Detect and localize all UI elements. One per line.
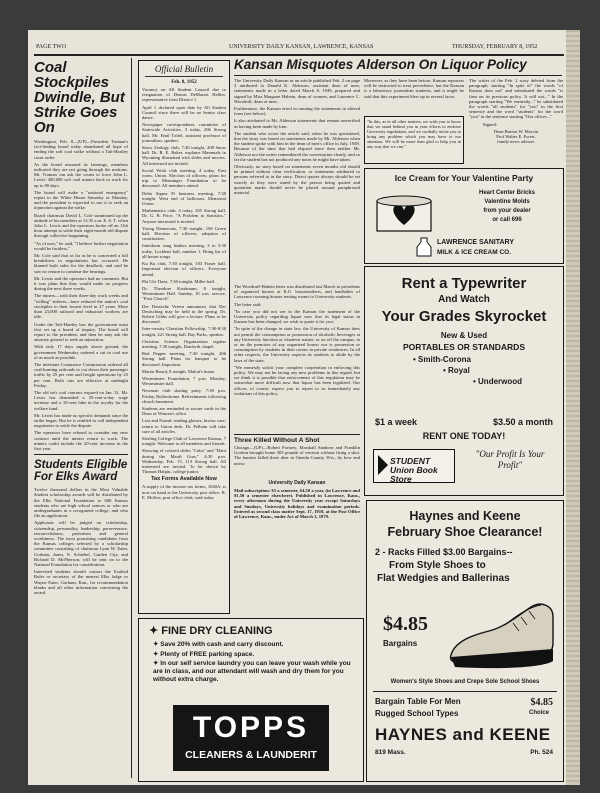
haynes-school: Women's Style Shoes and Crepe Sole School Shoes	[390, 679, 540, 685]
ice-cream-line: Valentine Molds	[484, 199, 530, 205]
paper-name: UNIVERSITY DAILY KANSAN, LAWRENCE, KANSAS	[229, 44, 374, 50]
wedge-shoe-icon	[445, 597, 559, 673]
haynes-ad	[366, 500, 564, 782]
topps-logo	[173, 705, 329, 771]
haynes-address: 819 Mass.	[375, 749, 406, 756]
column-rule	[131, 58, 132, 778]
haynes-racks: 2 - Racks Filled $3.00 Bargains--	[375, 547, 513, 557]
alderson-col-1	[234, 78, 360, 283]
coal-para: Mr. Lewis has made no specific demands since the strike began. But he is entitled to call independent negotiators to settle the dispute.	[34, 412, 128, 429]
brand-item: • Underwood	[473, 377, 523, 386]
issue-date: THURSDAY, FEBRUARY 8, 1952	[452, 44, 538, 50]
milk-bottle-icon	[415, 237, 433, 257]
banner-rule	[234, 75, 562, 76]
bulletin-item: Young Democrats, 7:30 tonight, 106 Green hall. Election of officers; adoption of constitution.	[142, 225, 226, 242]
cleaning-line: ✦ In our self service laundry you can leave your wash while you are in class, and our attendant will wash and dry them for you without extra charge.	[153, 660, 351, 683]
bulletin-items	[139, 87, 229, 500]
ice-cream-line: or call 696	[492, 217, 522, 223]
bulletin-item: Dr. Theodore Kaufmann, 8 tonight, Westminster Hall. Sunday, 10 a.m. service, "First Church".	[142, 285, 226, 302]
alderson-para: The Woodruff-Habein letter was distributed last March to presidents of organized houses at K.U. housemothers, and landladies of Lawrence rooming houses renting rooms to University students.	[234, 284, 360, 300]
cleaning-ad	[138, 618, 364, 782]
signer: Dean Burton W. Marvin	[493, 128, 539, 134]
store-logo	[373, 449, 455, 483]
bulletin-item: Newspaper correspondents committee of Statewide Activities, 3 today, 206 Strong hall. Mr. Emil Tofiel, assistant professor of journalism, speaker.	[142, 122, 226, 143]
coal-para: The board will make a "national emergency" report to the White House Saturday or Monday, and the president is expected to use it to seek an injunction against the strike.	[34, 189, 128, 211]
bulletin-item: Newman club skating party, 7:30 p.m. Friday, Rollerdrome. Refreshments following church basement.	[142, 388, 226, 404]
typewriter-line-2: And Watch	[438, 294, 490, 305]
pull-quote: "In this, as in all other matters, we wish you to know that we stand behind you in your efforts to endorse University regulations, and we cordially invite you to bring any problem which you may have to our attention. We will be more than glad to help you in any way that we can."	[367, 119, 461, 149]
three-killed-story	[234, 437, 360, 475]
coal-para: As the board resumed its hearings, members indicated they are not going through the motions. Mr. Truman can ask the courts to force John L. Lewis' 400,000 soft coal miners back to work for up to 80 days.	[34, 161, 128, 188]
coal-para: Board chairman David L. Cole summoned up the attitude of his members at 11:35 a.m. E. S. T. when John L. Lewis and the operators broke off an 11th hour attempt to settle their eight-month-old dispute through collective bargaining.	[34, 212, 128, 239]
masthead-rule	[34, 54, 564, 56]
cleaning-title-text: FINE DRY CLEANING	[161, 625, 273, 637]
tax-forms-text: A supply of the income tax forms, 1040A, is now on hand at the University post office. R. E. McKee, post office clerk, said today.	[142, 484, 226, 500]
coal-para: The miners—with their three-day work weeks and "willing" strikers—have reduced the nation's coal stockpiles to their lowest level in 27 years. More than 23,000 railroad and industrial workers are idle.	[34, 293, 128, 320]
bulletin-item: Showing of colored slides "Cuba" and "Haiti during the Mardi Gras," 4:30 p.m. Wednesday, Feb. 15, 113 Strong hall. All interested are invited. To be shown by Thomas Halpin, college junior.	[142, 448, 226, 475]
alderson-para: "We earnestly solicit your complete cooperation in enforcing this policy. We may not be facing any new problems in this regard, but we think it is possible that enforcement of this regulation may be somewhat more difficult now that liquor has been legalized. Our offices, of course, expect you to report to us immediately any violations of this policy.	[234, 364, 360, 396]
masthead	[34, 44, 564, 54]
elks-para: Interested students should contact the Exalted Ruler or secretary of the nearest Elks lodge or Wayne Eater, Gorham, Kan., for recommendation blanks and all other information concerning the award.	[34, 569, 128, 596]
page-number: PAGE TWO	[36, 44, 67, 50]
alderson-para: The writer of the Feb. 2 story deleted from the paragraph, starting "In spite of" the words "of Kansas does not" and substituted the words "is firm on its previous policy. It will not..." In the paragraph starting "We earnestly..." he substituted the words "all students" for "you" in the first sentence and the word "students" for the word "you" in the sentence starting "Our offices..."	[469, 78, 563, 120]
alderson-headline: Kansan Misquotes Alderson On Liquor Policy	[234, 57, 527, 72]
haynes-title-2: February Shoe Clearance!	[387, 525, 543, 539]
bulletin-item: Interdorm song leaders meeting, 3 to 3:30 today, Lockhart ball, number 1. Bring list of all house songs.	[142, 243, 226, 259]
bulletin-item: Snow Zealogy club, 7:30 tonight, 208 Snow hall. Dr. R. E. Baker, explains Mammals in Wyoming illustrated with slides and movies. All interested are invited.	[142, 145, 226, 166]
ad-divider	[373, 691, 557, 692]
coal-para: The interstate Commerce Commission ordered all coal-burning railroads to cut down their passenger traffic by 25 per cent and freight operations by 25 per cent. Both cuts are effective at midnight Friday.	[34, 361, 128, 388]
tax-forms-headline: Tax Forms Available Now	[151, 476, 217, 483]
bulletin-item: Martar Board, 8 tonight, Malott's home.	[142, 368, 216, 374]
typewriter-line-3: Your Grades Skyrocket	[381, 308, 547, 325]
bulletin-item: Inter-varsity Christian Fellowship, 7:30-8:30 tonight, 221 Strong hall. Ray Parks, speaker.	[142, 326, 226, 337]
ice-cream-lines	[455, 189, 559, 225]
ice-cream-company-2: MILK & ICE CREAM CO.	[437, 249, 512, 256]
bulletin-item: Westminster Foundation, 7 p.m. Monday, Westminster hall.	[142, 375, 226, 387]
haynes-phone: Ph. 524	[530, 749, 553, 756]
topps-sub: CLEANERS & LAUNDERIT	[185, 749, 317, 761]
elks-headline: Students Eligible For Elks Award	[34, 459, 128, 484]
bulletin-item: Der Deutsche Verein announces that Der Deutschtag may be held in the spring. Dr. Robert Gibbs will give a lecture. Plans to be discussed.	[142, 303, 226, 325]
bulletin-item: Sterling College Club of Lawrence Kansas, 7 tonight. Welcome to all members and friends.	[142, 435, 226, 447]
pull-quote-box	[364, 116, 464, 164]
staff-text: Mail subscription: $5 a semester, $4.50 a year, (in Lawrence and $1.50 a semester elsewhere). Published in Lawrence, Kans., every afternoon during the University year except Saturdays and Sundays, University holidays and examination periods. Entered as second class matter Sept. 17, 1910, at the Post Office of Lawrence, Kans., under Act of March 3, 1879.	[234, 488, 360, 520]
cleaning-line-text: In our self service laundry you can leave your wash while you are in class, and our attendant will wash and dry them for you without extra charge.	[153, 660, 351, 683]
coal-para: The old soft coal contract expired on Jan. 31. Mr. Lewis has demanded a 35-cent-a-day wage increase and a 10-cent hike in the royalty for the welfare fund.	[34, 389, 128, 411]
ice-cream-line: from your dealer	[483, 208, 531, 214]
store-name: STUDENT Union Book Store	[390, 456, 438, 484]
three-killed-text: Chicago—(UP)—Robert Fortney, Marshall Sanborn and Franklin Gordon brought home 305 pounds of venison without firing a shot. The hunters killed three deer in Oneida County, Wis., by bow and arrow.	[234, 445, 360, 466]
typewriter-ad	[364, 266, 564, 496]
brand-item: • Royal	[443, 366, 470, 375]
coal-para: Mr. Cole said that as far as he is concerned a full breakdown in negotiations has occurred. He blamed both sides for the deadlock, and said he saw no reason to continue the hearings.	[34, 253, 128, 274]
newspaper-page	[28, 30, 580, 785]
bulletin-date: Feb. 8, 1952	[171, 80, 197, 85]
haynes-title-1: Haynes and Keene	[409, 509, 521, 523]
ice-cream-ad	[364, 168, 564, 264]
cleaning-title: ✦ FINE DRY CLEANING	[149, 625, 273, 637]
typewriter-line-5: PORTABLES OR STANDARDS	[403, 342, 525, 352]
signed-label: Signed:	[483, 121, 498, 127]
ice-cream-line: Heart Center Bricks	[478, 190, 536, 196]
bulletin-title: Official Bulletin	[145, 64, 223, 77]
bulletin-item: April 1 declared open date by All Student Council since there will be no Senior class dance.	[142, 104, 226, 121]
brand-name: Underwood	[478, 377, 523, 386]
alderson-para: Obviously, no story based on statements seven months old should be printed without clear verification, or statements attributed to persons referred to in the story. Direct quotes always should be set exactly as they were stated by the person being quoted and quotation marks should never be placed around paraphrased material.	[234, 164, 360, 196]
price-week: $1 a week	[375, 417, 418, 427]
signer: Prof Walter E. Ewert,	[496, 134, 536, 140]
alderson-para: Furthermore, the Kansan erred in running the statements in altered form (see below).	[234, 106, 360, 117]
alderson-para: The University Daily Kansan in an article published Feb. 2 on page 2 attributed to Donald K. Alderson, assistant dean of men, statements made in a letter dated March 8, 1949, prepared and signed by Miss Margaret Habein, dean of women, and Laurence C. Woodruff, dean of men.	[234, 78, 360, 104]
alderson-para: The letter said:	[234, 301, 262, 307]
staff-box	[234, 478, 360, 608]
coal-headline: Coal Stockpiles Dwindle, But Strike Goes On	[34, 59, 125, 136]
bulletin-item: Red Pepper meeting, 7:30 tonight, 206 Strong hall. Plans for banquet to be discussed. Important.	[142, 351, 226, 367]
haynes-store: HAYNES and KEENE	[375, 725, 551, 744]
alderson-col-3	[469, 78, 563, 164]
alderson-para: "In spite of the change in state law, the University of Kansas does not permit the consumption or possession of alcoholic beverages at any University function or whatever nature, or on off the campus, in or on the premises of any organized house; nor is possession or consumption by students in their rooms in private residences. In all other respects, the University expects its students to abide by the laws of the state.	[234, 326, 360, 363]
alderson-para: Moreover, as they have been before, Kansan reporters will be instructed to treat precedence, but the Kansan is a laboratory journalism students, and it might be said that this experiment blew up in several faces.	[364, 78, 464, 99]
official-bulletin	[138, 60, 230, 614]
bulletin-item: Social Work club meeting, 4 today, East room, Union. Election of officers; plans for trip to Menninger Foundation to be discussed. All members attend.	[142, 167, 226, 189]
rent-today: RENT ONE TODAY!	[422, 431, 506, 441]
haynes-bargains: Bargains	[383, 639, 418, 648]
typewriter-line-1: Rent a Typewriter	[401, 275, 527, 292]
cleaning-line: ✦ Save 20% with cash and carry discount.	[153, 641, 284, 648]
topps-name: TOPPS	[192, 711, 310, 744]
coal-para: The operators have refused to consider any new contract until the miners return to work. The miners could include the 20-cent increase in the first year.	[34, 430, 128, 451]
alderson-col-2-top	[364, 78, 464, 114]
haynes-flats: Flat Wedgies and Ballerinas	[377, 573, 510, 584]
haynes-from: From Style Shoes to	[389, 560, 486, 571]
bulletin-item: Delta Sigma Pi business meeting, 7:30 tonight. West end of ballroom, Memorial Union.	[142, 190, 226, 207]
bulletin-item: Lost and Found: reading glasses, brown case; return to Union desk. Dr. Pelham will take care of all articles.	[142, 418, 226, 434]
pennant-icon	[376, 454, 390, 476]
bulletin-item: Christian Science Organization regular meeting, 7:30 tonight, Danforth chapel.	[142, 338, 226, 349]
elks-para: Applicants will be judged on scholarship, citizenship, personality, leadership, perseverance, resourcefulness, patriotism and general worthiness. The most promising candidates from the Kansas colleges selected by a scholarship committee consisting of chairman Lynn W. Eater, Gorham, Jones, E. Schiebel, Garden City, and Richard D. McPherson, will be sent on to the National Foundation for consideration.	[34, 520, 128, 568]
ice-cream-company-1: LAWRENCE SANITARY	[437, 239, 514, 246]
bulletin-item: Vacancy on All Student Council due to resignation of Dennis DeMarais Hellier, representative from District 1.	[142, 87, 226, 103]
typewriter-line-4: New & Used	[440, 331, 488, 340]
three-killed-headline: Three Killed Without A Shot	[234, 437, 320, 444]
column-left	[34, 58, 128, 780]
alderson-col-1-cont	[234, 284, 360, 434]
cleaning-line: ✦ Plenty of FREE parking space.	[153, 651, 255, 658]
brand-name: Royal	[448, 366, 470, 375]
alderson-para: "In case you did not see in the Kansan the statement of the University policy regarding liquor now that its legal status in Kansas has been changed, we wish to quote it for you:	[234, 308, 360, 325]
ice-cream-brick-icon	[373, 189, 437, 237]
ice-cream-title: Ice Cream for Your Valentine Party	[394, 173, 534, 183]
coal-para: Under the Taft-Hartley law the government must first set up a board of inquiry. The board will report to the president, and then he may ask the attorney general to seek an injunction.	[34, 321, 128, 343]
coal-para: With only 17 days supply above ground, the government Wednesday ordered a cut in coal use of as much as possible.	[34, 344, 128, 360]
haynes-price: $4.85	[383, 613, 428, 635]
coal-para: Mr. Lewis and the operators had no comment. But it was plain that they would make no progress during the next three weeks.	[34, 275, 128, 292]
brand-name: Smith-Corona	[418, 355, 471, 364]
store-slogan: "Our Profit Is Your Profit"	[475, 449, 545, 470]
alderson-para: It also attributed to Mr. Alderson statements that remain unverified as having been made by him.	[234, 118, 360, 129]
price-month: $3.50 a month	[492, 417, 553, 427]
page-edge	[566, 30, 580, 785]
haynes-price-2: $4.85	[530, 697, 553, 708]
haynes-choice: Choice	[528, 710, 549, 716]
haynes-rugged: Rugged School Types	[375, 709, 459, 718]
story-divider	[234, 434, 360, 435]
cleaning-line-text: Plenty of FREE parking space.	[160, 651, 255, 658]
bulletin-item: Mathematics club, 4 today, 205 Strong hall. Dr. G. B. Price, "A Problem in Statistics." Anyone interested is invited.	[142, 208, 226, 224]
brand-item: • Smith-Corona	[413, 355, 471, 364]
bulletin-item: Phi Chi Theta, 7:30 tonight, Miller hall.	[142, 278, 216, 284]
coal-para: "As of now," he said, "I believe further negotiation would be fruitless."	[34, 240, 128, 251]
staff-title: University Daily Kansan	[268, 480, 326, 486]
bulletin-item: Ku Ku club, 7:30 tonight, 103 Fraser hall. Important election of officers. Everyone attend.	[142, 261, 226, 277]
bulletin-item: Students are reminded to secure cards in the Dean of Women's office.	[142, 405, 226, 417]
signer: family news adviser.	[497, 139, 535, 145]
story-divider	[34, 454, 128, 455]
cleaning-line-text: Save 20% with cash and carry discount.	[160, 641, 284, 648]
elks-para: Twelve thousand dollars in the Most Valuable Student scholarship awards will be distributed by the Elks National Foundation to 600 Kansas students who are high school seniors or who are undergraduates in a recognized college, and who file an application.	[34, 487, 128, 519]
haynes-bargain-men: Bargain Table For Men	[375, 697, 461, 706]
alderson-para: The student who wrote the article said, when he was questioned, that the story was based on statements made by Mr. Alderson when the student spoke with him in the dean of men's office in July, 1949. Because of the time that had elapsed since then neither Mr. Alderson nor the writer remembered the conversation clearly, and so far the student has not produced any notes he might have taken.	[234, 130, 360, 162]
coal-para: Washington, Feb. 8—(UP)—President Truman's fact-finding board today abandoned all hope of ending the soft coal strike without a Taft-Hartley court order.	[34, 139, 128, 160]
